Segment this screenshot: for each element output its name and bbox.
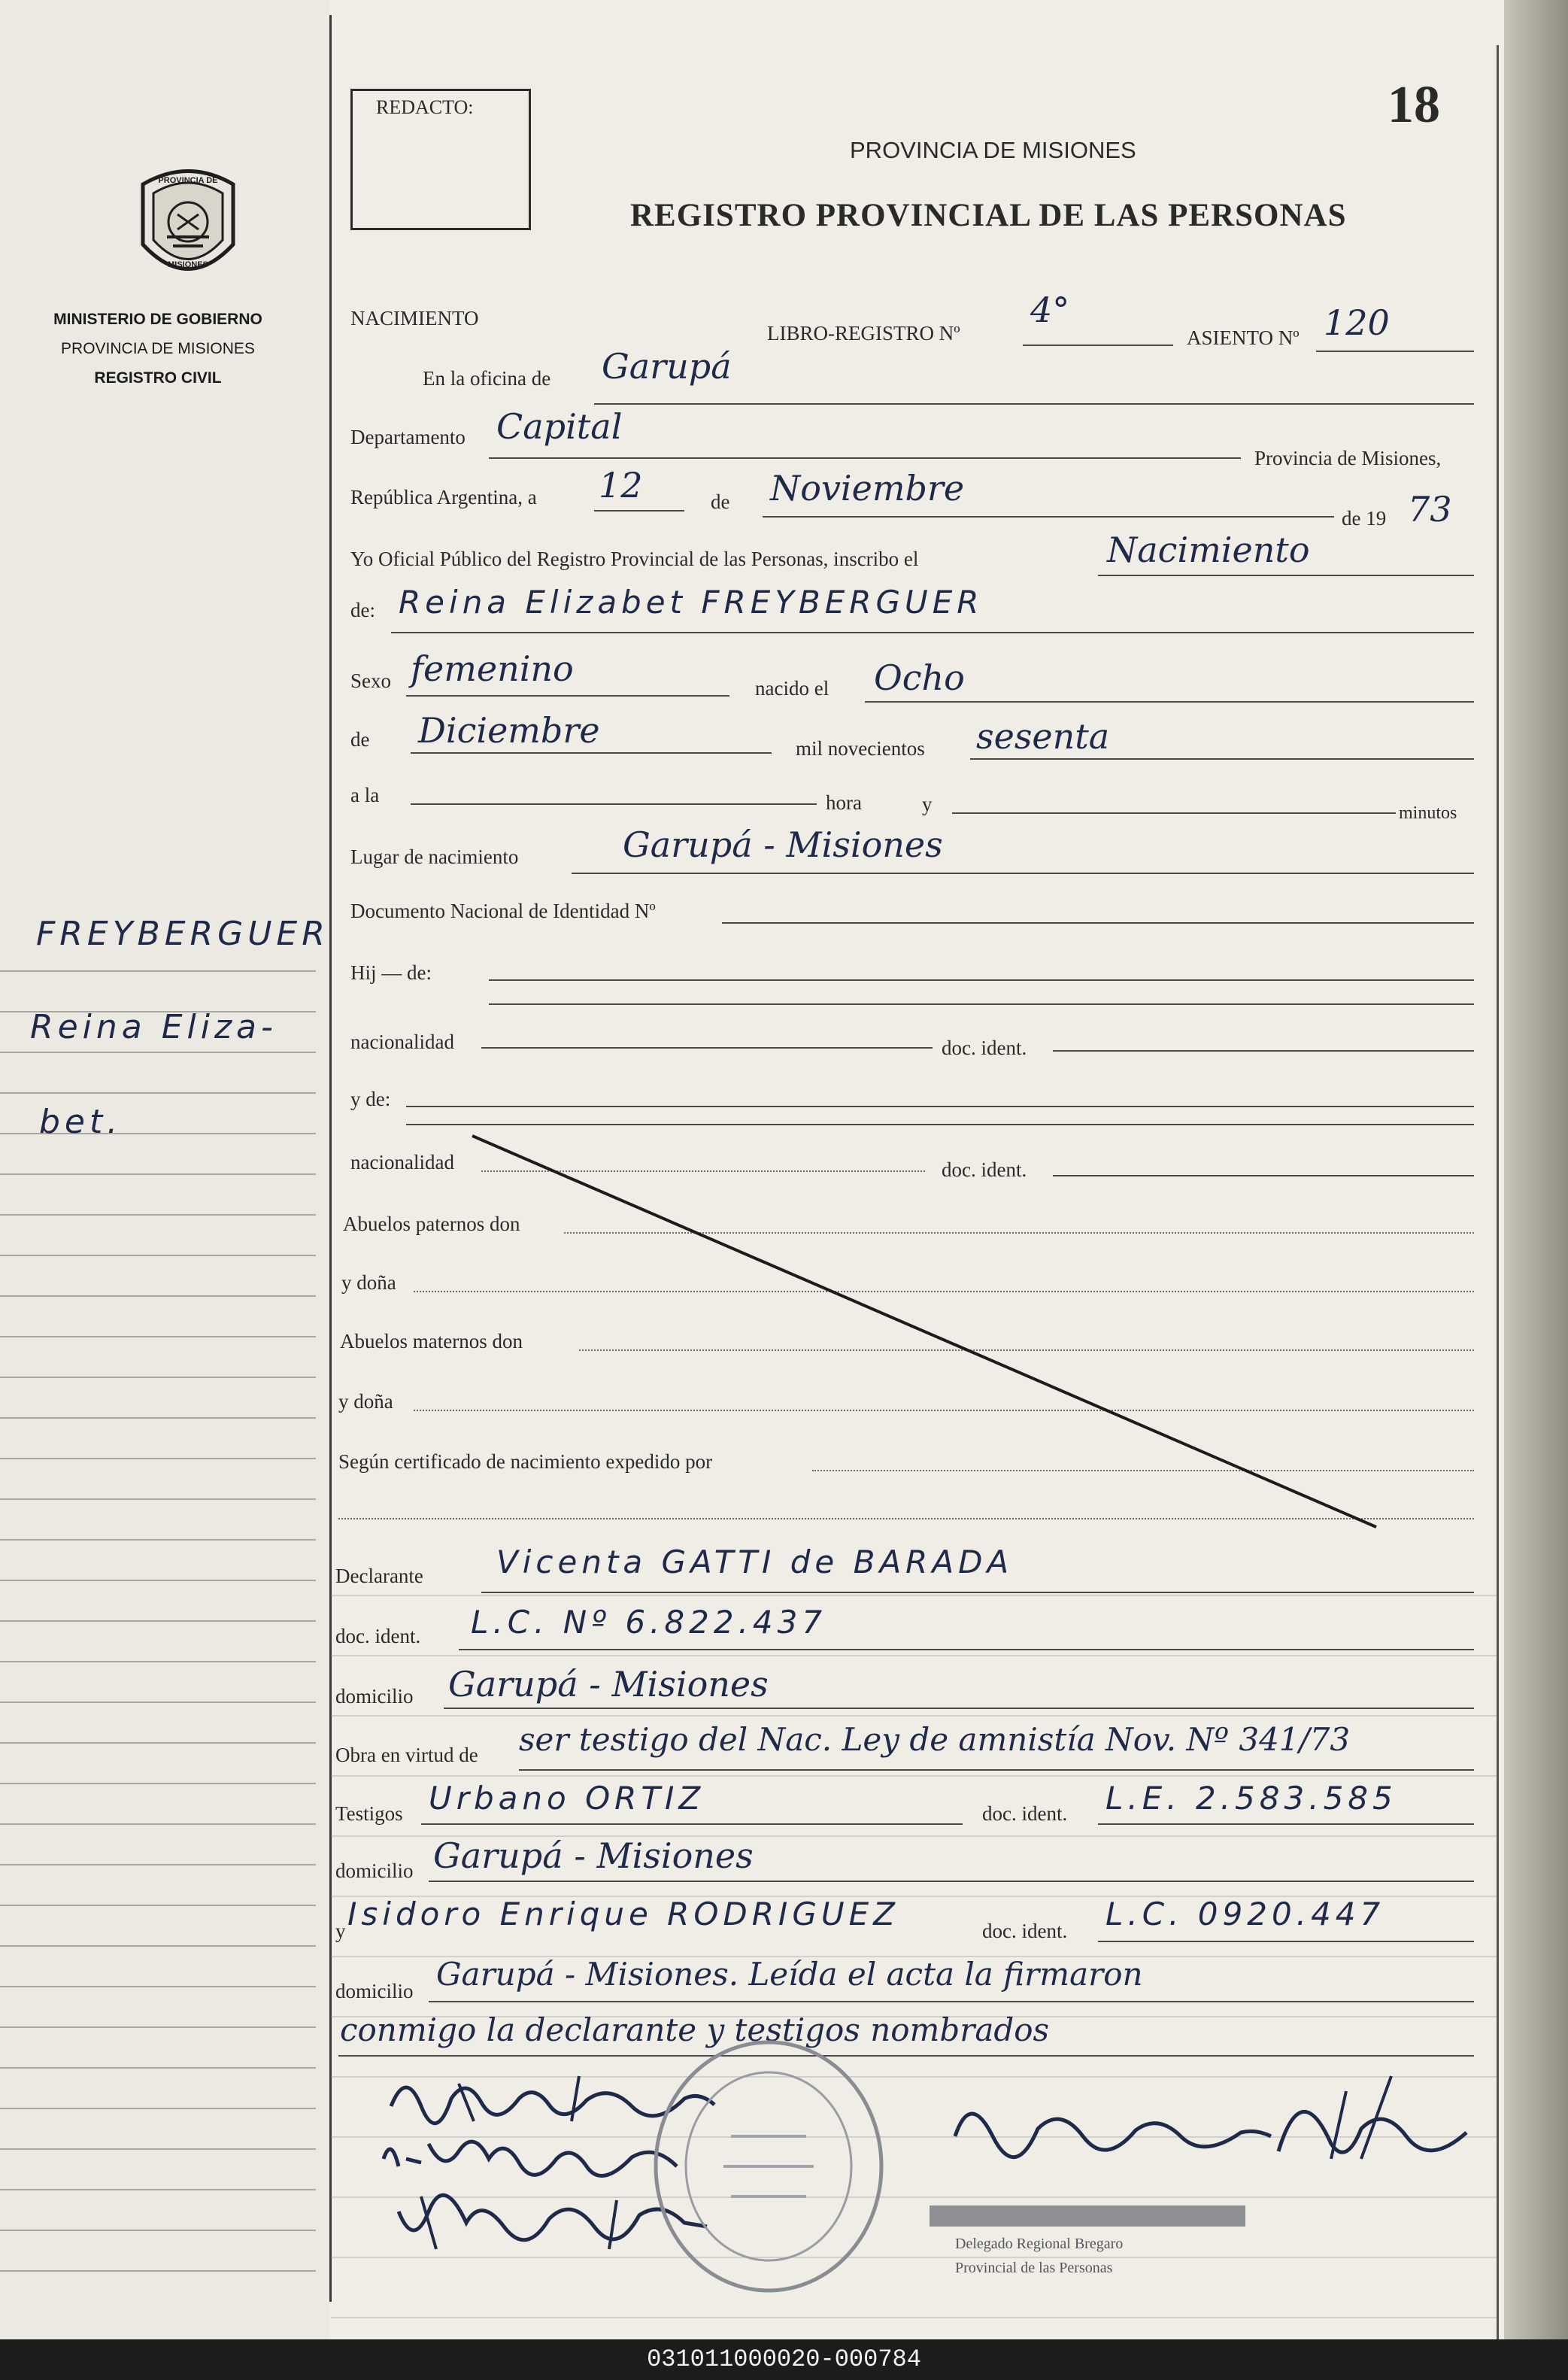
departamento-line (489, 457, 1241, 459)
sexo-line (406, 695, 729, 697)
asiento-value: 120 (1324, 302, 1390, 343)
minutos-label: minutos (1399, 803, 1457, 823)
yde-line-1 (406, 1106, 1474, 1107)
domicilio-value: Garupá - Misiones (448, 1664, 769, 1705)
domicilio3-label: domicilio (335, 1980, 414, 2002)
margin-line (0, 1498, 316, 1500)
oficial-text: Yo Oficial Público del Registro Provincial de las Personas, inscribo el (350, 548, 919, 570)
margin-note-surname: FREYBERGUER (36, 915, 329, 953)
oficina-value: Garupá (602, 346, 732, 387)
oficina-label: En la oficina de (423, 367, 551, 390)
domicilio2-line (429, 1881, 1474, 1882)
registry-office-label: REGISTRO CIVIL (94, 369, 222, 387)
binder-edge (1504, 0, 1568, 2339)
margin-line (0, 1864, 316, 1865)
departamento-value: Capital (496, 406, 623, 447)
margin-line (0, 2026, 316, 2028)
libro-value: 4° (1030, 290, 1070, 330)
abuelos-maternos-label: Abuelos maternos don (340, 1330, 523, 1352)
margin-line (0, 1214, 316, 1216)
sexo-label: Sexo (350, 669, 391, 692)
asiento-line (1316, 351, 1474, 352)
margin-rule (329, 15, 332, 2302)
margin-line (0, 1661, 316, 1662)
mil-value: sesenta (976, 716, 1110, 757)
testigo1-doc: L.E. 2.583.585 (1105, 1780, 1397, 1817)
month-line (763, 516, 1334, 518)
sexo-value: femenino (411, 648, 574, 689)
domicilio-label: domicilio (335, 1685, 414, 1708)
margin-line (0, 1783, 316, 1784)
domicilio-line (444, 1708, 1474, 1709)
seal-top-text: PROVINCIA DE (158, 176, 218, 185)
name-line (391, 632, 1474, 633)
month2-value: Diciembre (418, 710, 600, 751)
form-line (331, 2257, 1497, 2258)
form-line (331, 1595, 1497, 1596)
segun-label: Según certificado de nacimiento expedido por (338, 1450, 713, 1473)
docident4-label: doc. ident. (982, 1802, 1068, 1825)
signature-official (940, 2061, 1482, 2174)
lugar-line (572, 873, 1474, 874)
hora-line (411, 803, 817, 805)
mil-label: mil novecientos (796, 737, 925, 760)
margin-line (0, 1052, 316, 1053)
obra-line (519, 1769, 1474, 1771)
form-line (331, 1775, 1497, 1777)
ministry-label: MINISTERIO DE GOBIERNO (53, 311, 262, 328)
page-number: 18 (1388, 76, 1440, 134)
testigos-label: Testigos (335, 1802, 403, 1825)
margin-note-given-1: Reina Eliza- (30, 1008, 278, 1046)
margin-line (0, 1945, 316, 1947)
yde-label: y de: (350, 1088, 391, 1110)
abuelos-paternos-label: Abuelos paternos don (343, 1213, 520, 1235)
libro-line (1023, 345, 1173, 346)
stamp-bar (930, 2205, 1245, 2227)
acto-line (1098, 575, 1474, 576)
margin-line (0, 1336, 316, 1337)
testigo1-doc-line (1098, 1823, 1474, 1825)
footer-code: 031011000020-000784 (647, 2345, 921, 2373)
hij-label: Hij — de: (350, 961, 432, 984)
nacido-line (865, 701, 1474, 703)
docident3-value: L.C. Nº 6.822.437 (471, 1604, 827, 1641)
testigo2-doc-line (1098, 1941, 1474, 1942)
day-value: 12 (599, 465, 643, 505)
hij-line-1 (489, 979, 1474, 981)
margin-line (0, 1458, 316, 1459)
nacionalidad-label: nacionalidad (350, 1031, 454, 1053)
margin-line (0, 2270, 316, 2272)
cancel-stroke (466, 1121, 1384, 1542)
nacimiento-label: NACIMIENTO (350, 307, 479, 329)
docident2-label: doc. ident. (942, 1158, 1027, 1181)
margin-line (0, 1539, 316, 1541)
margin-line (0, 1823, 316, 1825)
margin-line (0, 2108, 316, 2109)
margin-line (0, 1255, 316, 1256)
hij-line-2 (489, 1003, 1474, 1005)
redacto-label: REDACTO: (376, 96, 474, 118)
asiento-label: ASIENTO Nº (1187, 326, 1300, 349)
acto-value: Nacimiento (1107, 530, 1310, 570)
provincia-label: Provincia de Misiones, (1254, 447, 1442, 469)
margin-line (0, 970, 316, 972)
nacionalidad-line (481, 1047, 933, 1049)
stamp-line-2: Provincial de las Personas (955, 2260, 1113, 2276)
margin-line (0, 1092, 316, 1094)
docident3-line (459, 1649, 1474, 1650)
minutos-line (952, 812, 1396, 814)
year-label: de 19 (1342, 507, 1387, 530)
margin-line (0, 2148, 316, 2150)
margin-note-given-2: bet. (39, 1103, 123, 1141)
month-value: Noviembre (770, 468, 965, 508)
docident3-label: doc. ident. (335, 1625, 421, 1647)
testigo2-value: Isidoro Enrique RODRIGUEZ (347, 1896, 899, 1932)
obra-label: Obra en virtud de (335, 1744, 478, 1766)
departamento-label: Departamento (350, 426, 466, 448)
lugar-value: Garupá - Misiones (623, 824, 943, 865)
ala-label: a la (350, 784, 380, 806)
nacionalidad2-label: nacionalidad (350, 1151, 454, 1173)
seal-bottom-text: MISIONES (168, 260, 208, 269)
dni-label: Documento Nacional de Identidad Nº (350, 900, 656, 922)
margin-line (0, 1173, 316, 1175)
province-heading: PROVINCIA DE MISIONES (850, 137, 1136, 163)
margin-line (0, 2189, 316, 2190)
form-line (331, 2317, 1497, 2318)
domicilio3-value: Garupá - Misiones. Leída el acta la firmaron (436, 1956, 1143, 1993)
mil-line (970, 758, 1474, 760)
libro-label: LIBRO-REGISTRO Nº (767, 322, 960, 345)
de2-label: de: (350, 599, 375, 621)
lugar-label: Lugar de nacimiento (350, 845, 519, 868)
docident-line (1053, 1050, 1474, 1052)
y2-label: y (335, 1920, 346, 1942)
year-value: 73 (1408, 489, 1452, 530)
republica-label: República Argentina, a (350, 486, 537, 508)
margin-line (0, 1702, 316, 1703)
provincial-seal-icon (128, 162, 248, 290)
margin-line (0, 2230, 316, 2231)
province-label-side: PROVINCIA DE MISIONES (61, 340, 255, 357)
testigo2-doc: L.C. 0920.447 (1105, 1896, 1385, 1932)
registry-heading: REGISTRO PROVINCIAL DE LAS PERSONAS (630, 198, 1347, 233)
ydona1-label: y doña (341, 1271, 396, 1294)
declarante-line (481, 1592, 1474, 1593)
declarante-label: Declarante (335, 1565, 423, 1587)
margin-line (0, 1905, 316, 1906)
page-edge (1497, 45, 1499, 2339)
testigo1-value: Urbano ORTIZ (429, 1780, 705, 1817)
dni-line (722, 922, 1474, 924)
ydona2-label: y doña (338, 1390, 393, 1413)
margin-line (0, 2067, 316, 2069)
form-line (331, 1655, 1497, 1656)
month2-line (411, 752, 772, 754)
testigo1-line (421, 1823, 963, 1825)
domicilio2-value: Garupá - Misiones (433, 1835, 754, 1876)
de-label: de (711, 490, 730, 513)
docident-label: doc. ident. (942, 1037, 1027, 1059)
stamp-line-1: Delegado Regional Bregaro (955, 2236, 1124, 2252)
domicilio2-label: domicilio (335, 1859, 414, 1882)
hora-label: hora (826, 791, 862, 814)
closing-value: conmigo la declarante y testigos nombrados (340, 2011, 1050, 2048)
margin-line (0, 1620, 316, 1622)
declarante-value: Vicenta GATTI de BARADA (496, 1544, 1014, 1580)
margin-line (0, 1417, 316, 1419)
margin-line (0, 1580, 316, 1581)
margin-line (0, 1986, 316, 1987)
domicilio3-line (429, 2001, 1474, 2002)
de3-label: de (350, 728, 370, 751)
official-stamp (641, 2031, 911, 2302)
docident5-label: doc. ident. (982, 1920, 1068, 1942)
y-label: y (922, 793, 933, 815)
margin-line (0, 1742, 316, 1744)
nacido-value: Ocho (874, 657, 965, 698)
margin-line (0, 1295, 316, 1297)
form-line (331, 1715, 1497, 1717)
oficina-line (594, 403, 1474, 405)
obra-value: ser testigo del Nac. Ley de amnistía Nov. Nº 341/73 (519, 1721, 1351, 1758)
name-value: Reina Elizabet FREYBERGUER (399, 584, 984, 621)
day-line (594, 510, 684, 512)
nacido-label: nacido el (755, 677, 829, 700)
margin-line (0, 1377, 316, 1378)
